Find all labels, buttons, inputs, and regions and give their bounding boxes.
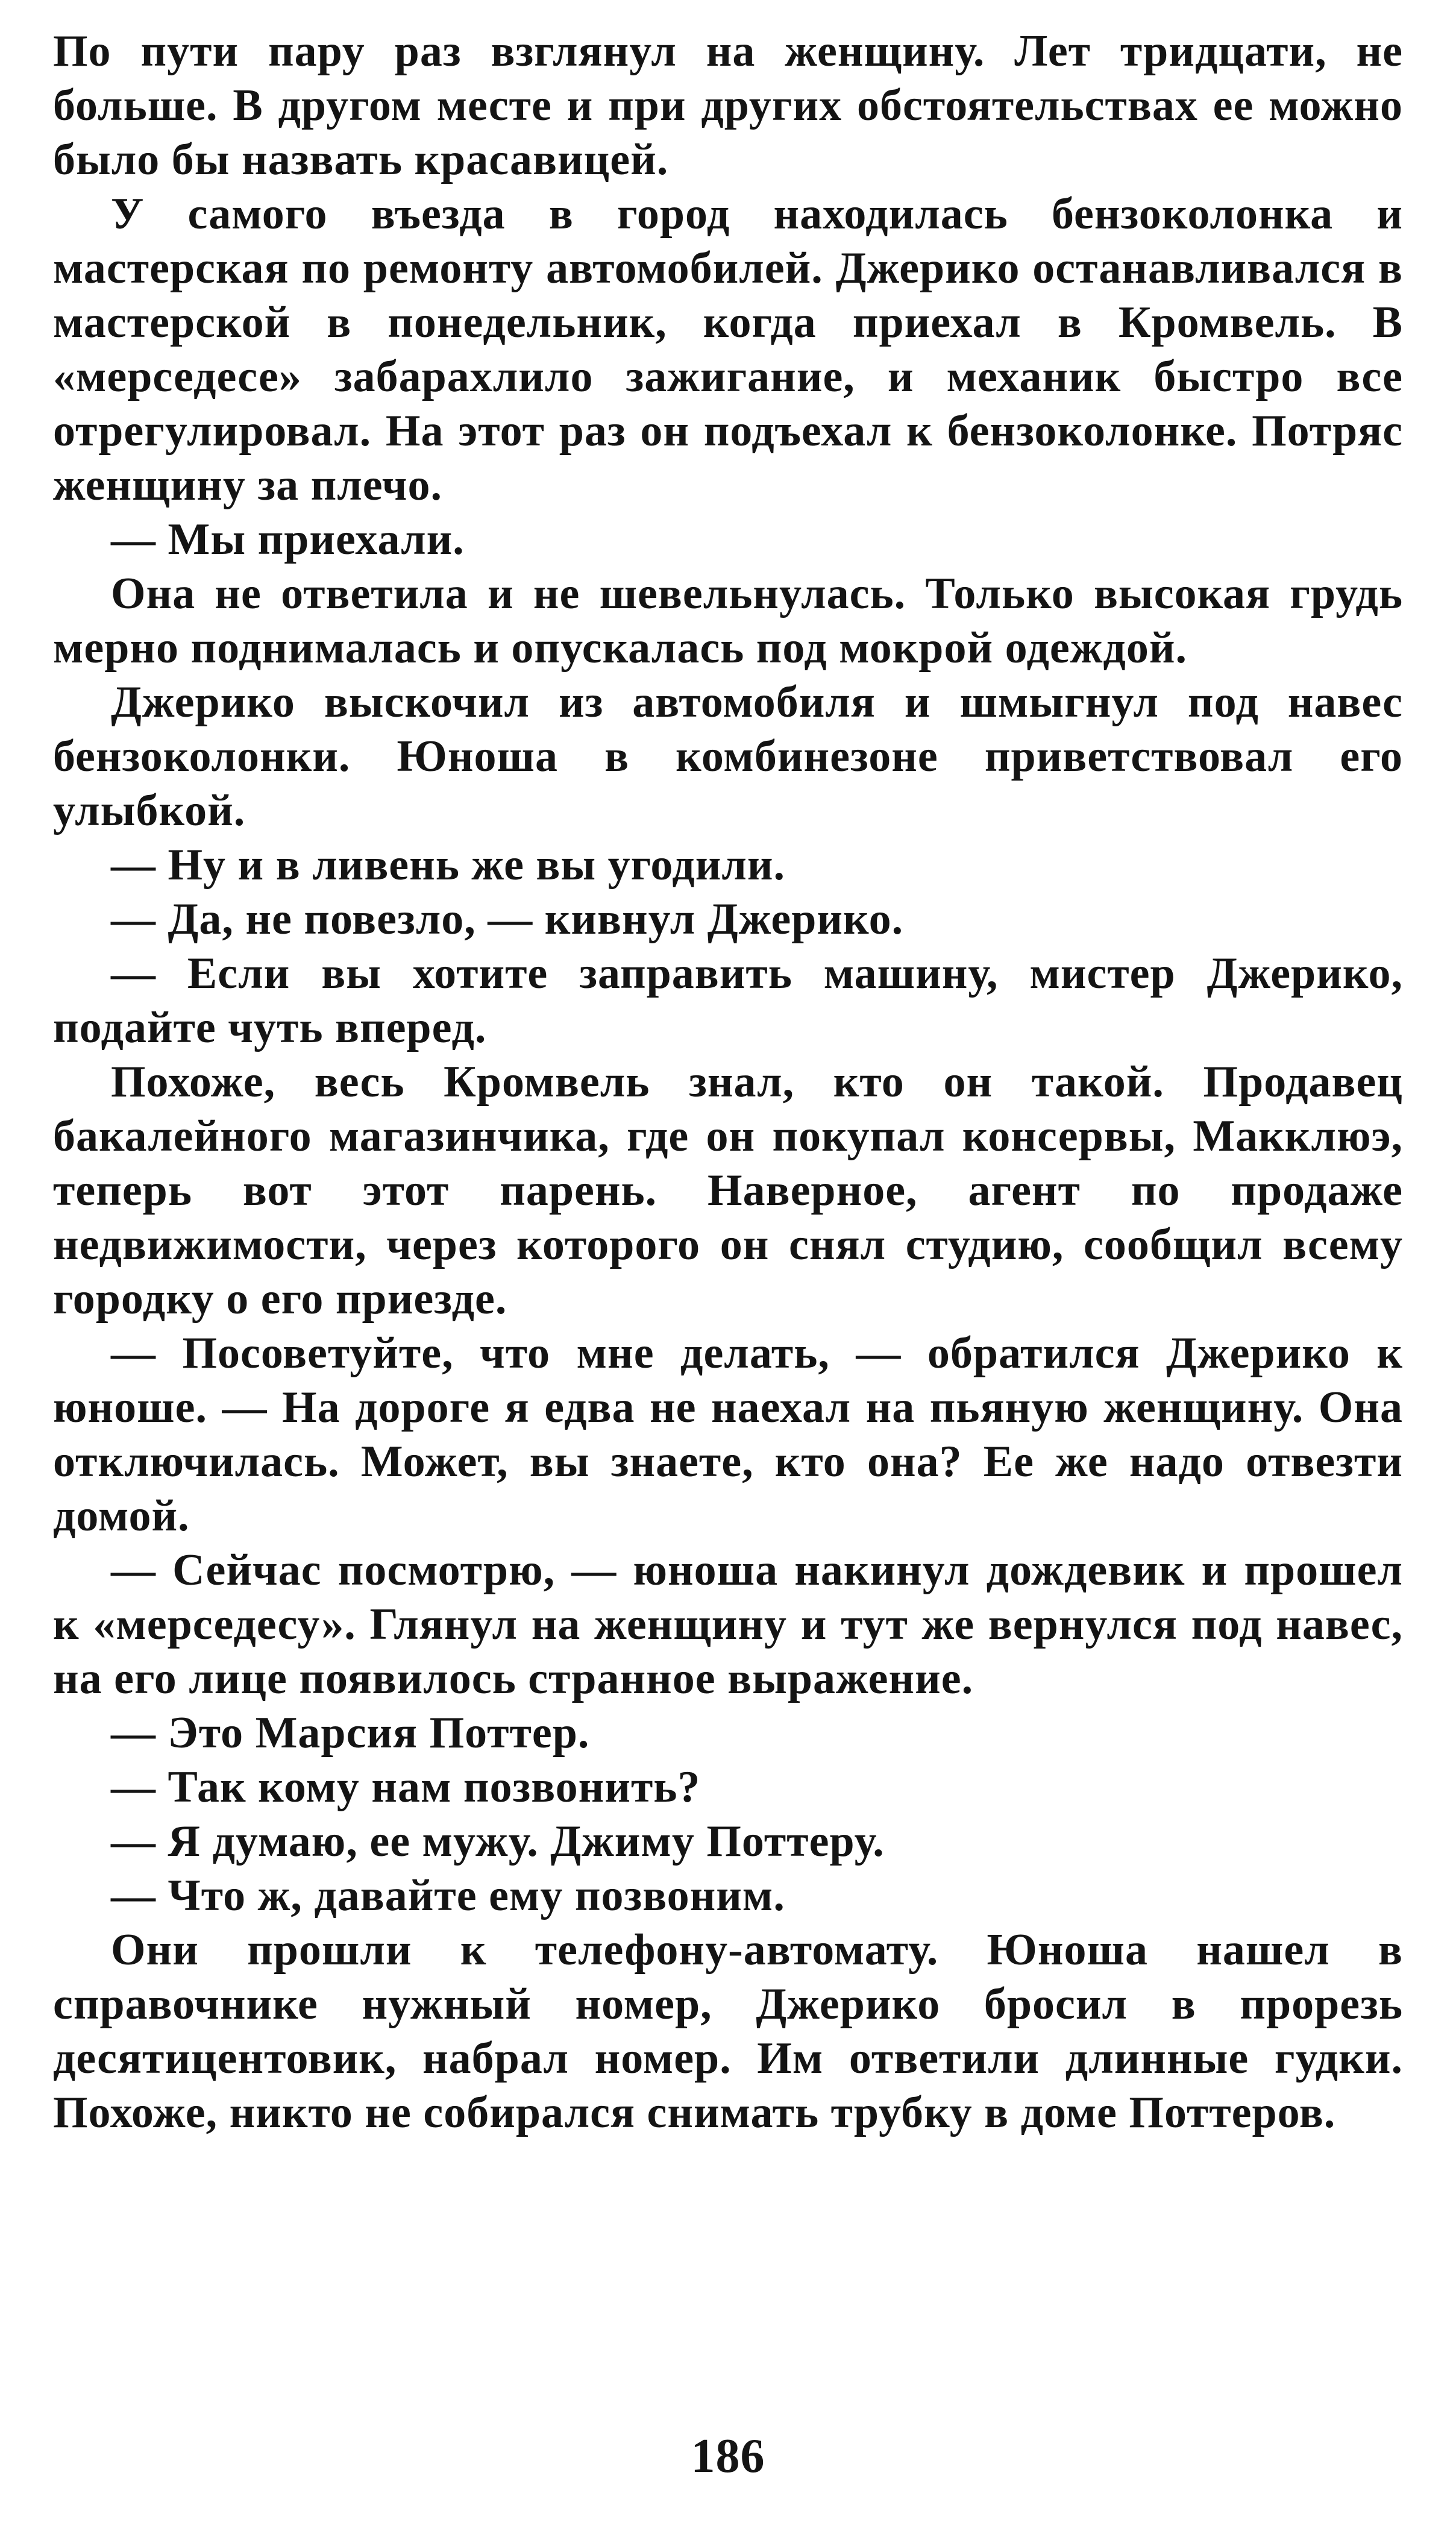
paragraph-11: — Сейчас посмотрю, — юноша накинул дождевик и прошел к «мерседесу». Глянул на женщину и тут же вернулся под навес, на его лице появилось странное выражение. (53, 1545, 1403, 1703)
paragraph-9: Похоже, весь Кромвель знал, кто он такой. Продавец бакалейного магазинчика, где он покупал консервы, Макклюэ, теперь вот этот парень. Наверное, агент по продаже недвижимости, через которого он снял студию, сообщил всему городку о его приезде. (53, 1057, 1403, 1324)
paragraph-12: — Это Марсия Поттер. (111, 1708, 590, 1758)
paragraph-7: — Да, не повезло, — кивнул Джерико. (111, 894, 904, 944)
paragraph-16: Они прошли к телефону-автомату. Юноша нашел в справочнике нужный номер, Джерико бросил в прорезь десятицентовик, набрал номер. Им ответили длинные гудки. Похоже, никто не собирался снимать трубку в доме Поттеров. (53, 1925, 1403, 2137)
paragraph-4: Она не ответила и не шевельнулась. Только высокая грудь мерно поднималась и опускалась под мокрой одеждой. (53, 569, 1403, 673)
paragraph-8: — Если вы хотите заправить машину, мистер Джерико, подайте чуть вперед. (53, 949, 1403, 1052)
paragraph-5: Джерико выскочил из автомобиля и шмыгнул под навес бензоколонки. Юноша в комбинезоне приветствовал его улыбкой. (53, 678, 1403, 835)
page-text (53, 24, 1403, 2140)
paragraph-15: — Что ж, давайте ему позвоним. (111, 1871, 785, 1920)
paragraph-2: У самого въезда в город находилась бензоколонка и мастерская по ремонту автомобилей. Джерико останавливался в мастерской в понедельник, когда приехал в Кромвель. В «мерседесе» забарахлило зажигание, и механик быстро все отрегулировал. На этот раз он подъехал к бензоколонке. Потряс женщину за плечо. (53, 189, 1403, 510)
paragraph-1: По пути пару раз взглянул на женщину. Лет тридцати, не больше. В другом месте и при других обстоятельствах ее можно было бы назвать красавицей. (53, 27, 1403, 184)
book-page (53, 24, 1403, 2507)
paragraph-10: — Посоветуйте, что мне делать, — обратился Джерико к юноше. — На дороге я едва не наехал на пьяную женщину. Она отключилась. Может, вы знаете, кто она? Ее же надо отвезти домой. (53, 1328, 1403, 1541)
paragraph-6: — Ну и в ливень же вы угодили. (111, 840, 786, 890)
paragraph-14: — Я думаю, ее мужу. Джиму Поттеру. (111, 1817, 885, 1866)
page-number: 186 (691, 2430, 765, 2483)
paragraph-13: — Так кому нам позвонить? (111, 1762, 701, 1812)
paragraph-3: — Мы приехали. (111, 515, 465, 564)
